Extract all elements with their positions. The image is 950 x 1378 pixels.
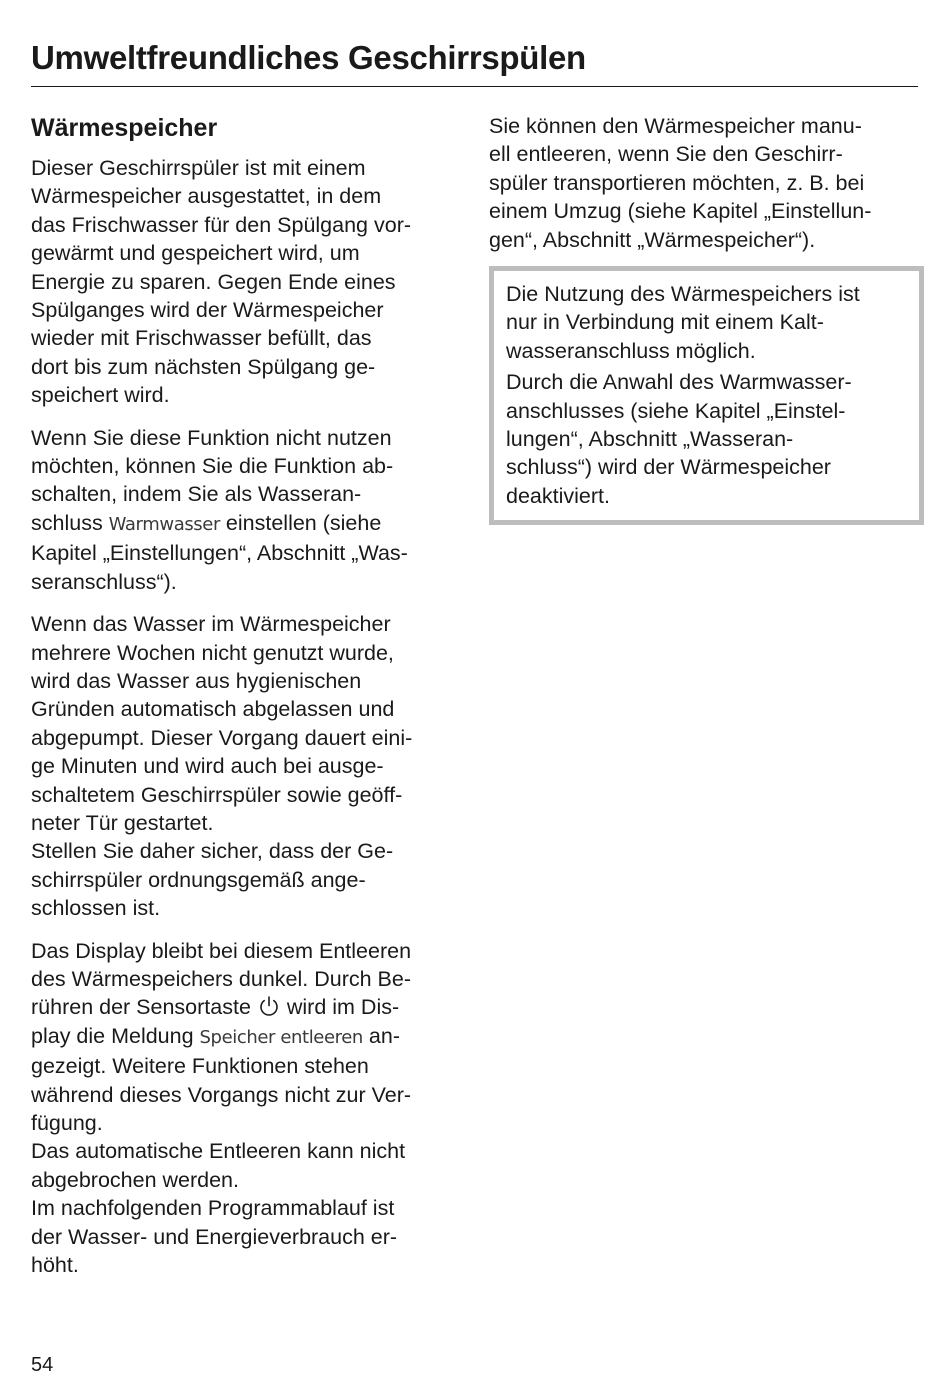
disable-text-end: einstellen (siehe Kapitel „Einstellungen“, Abschnitt „Was- seranschluss“). <box>31 510 408 594</box>
display-text-start: Das Display bleibt bei diesem Entleeren des Wärmespeichers dunkel. Durch Be- rühren der Sensortaste <box>31 938 412 1020</box>
right-column <box>489 112 920 525</box>
intro-paragraph: Dieser Geschirrspüler ist mit einem Wärmespeicher ausgestattet, in dem das Frischwasser für den Spülgang vor- gewärmt und gespeichert wird, um Energie zu sparen. Gegen Ende eines Spülganges wird der Wärmespeicher wieder mit Frischwasser befüllt, das dort bis zum nächsten Spülgang ge- speichert wird. <box>31 156 412 408</box>
hygiene-drain-paragraph: Wenn das Wasser im Wärmespeicher mehrere Wochen nicht genutzt wurde, wird das Wasser aus hygienischen Gründen automatisch abgelassen und abgepumpt. Dieser Vorgang dauert eini- ge Minuten und wird auch bei ausge- schaltetem Geschirrspüler sowie geöff- neter Tür gestartet. Stellen Sie daher sicher, dass der Ge- schirrspüler ordnungsgemäß ange- schlossen ist. <box>31 612 413 921</box>
display-text-speicher-entleeren: Speicher entleeren <box>199 1026 363 1048</box>
title-divider <box>31 86 918 87</box>
note-box <box>489 266 924 525</box>
power-icon <box>258 995 280 1017</box>
left-column <box>31 110 471 1279</box>
display-text-middle: wird im Dis- play die Meldung <box>31 995 400 1048</box>
note-paragraph-warm-water: Durch die Anwahl des Warmwasser- anschlusses (siehe Kapitel „Einstel- lungen“, Abschnitt „Wasseran- schluss“) wird der Wärmespeicher deaktiviert. <box>506 370 852 508</box>
section-heading: Wärmespeicher <box>31 114 218 142</box>
page-number: 54 <box>31 1354 54 1376</box>
manual-drain-paragraph: Sie können den Wärmespeicher manu- ell entleeren, wenn Sie den Geschirr- spüler transportieren möchten, z. B. bei einem Umzug (siehe Kapitel „Einstellun- gen“, Abschnitt „Wärmespeicher“). <box>489 114 872 252</box>
disable-function-paragraph <box>31 424 471 596</box>
note-paragraph-cold-water: Die Nutzung des Wärmespeichers ist nur in Verbindung mit einem Kalt- wasseranschluss möglich. <box>506 282 860 363</box>
display-text-warmwasser: Warmwasser <box>108 513 220 535</box>
page-title: Umweltfreundliches Geschirrspülen <box>31 39 586 76</box>
disable-text-start: Wenn Sie diese Funktion nicht nutzen möchten, können Sie die Funktion ab- schalten, indem Sie als Wasseran- schluss <box>31 425 394 535</box>
display-paragraph <box>31 937 471 1280</box>
display-text-end: an- gezeigt. Weitere Funktionen stehen während dieses Vorgangs nicht zur Ver- fügung. Das automatische Entleeren kann nicht abgebrochen werden. Im nachfolgenden Programmablauf ist der Wasser- und Energieverbrauch er- höht. <box>31 1023 412 1278</box>
